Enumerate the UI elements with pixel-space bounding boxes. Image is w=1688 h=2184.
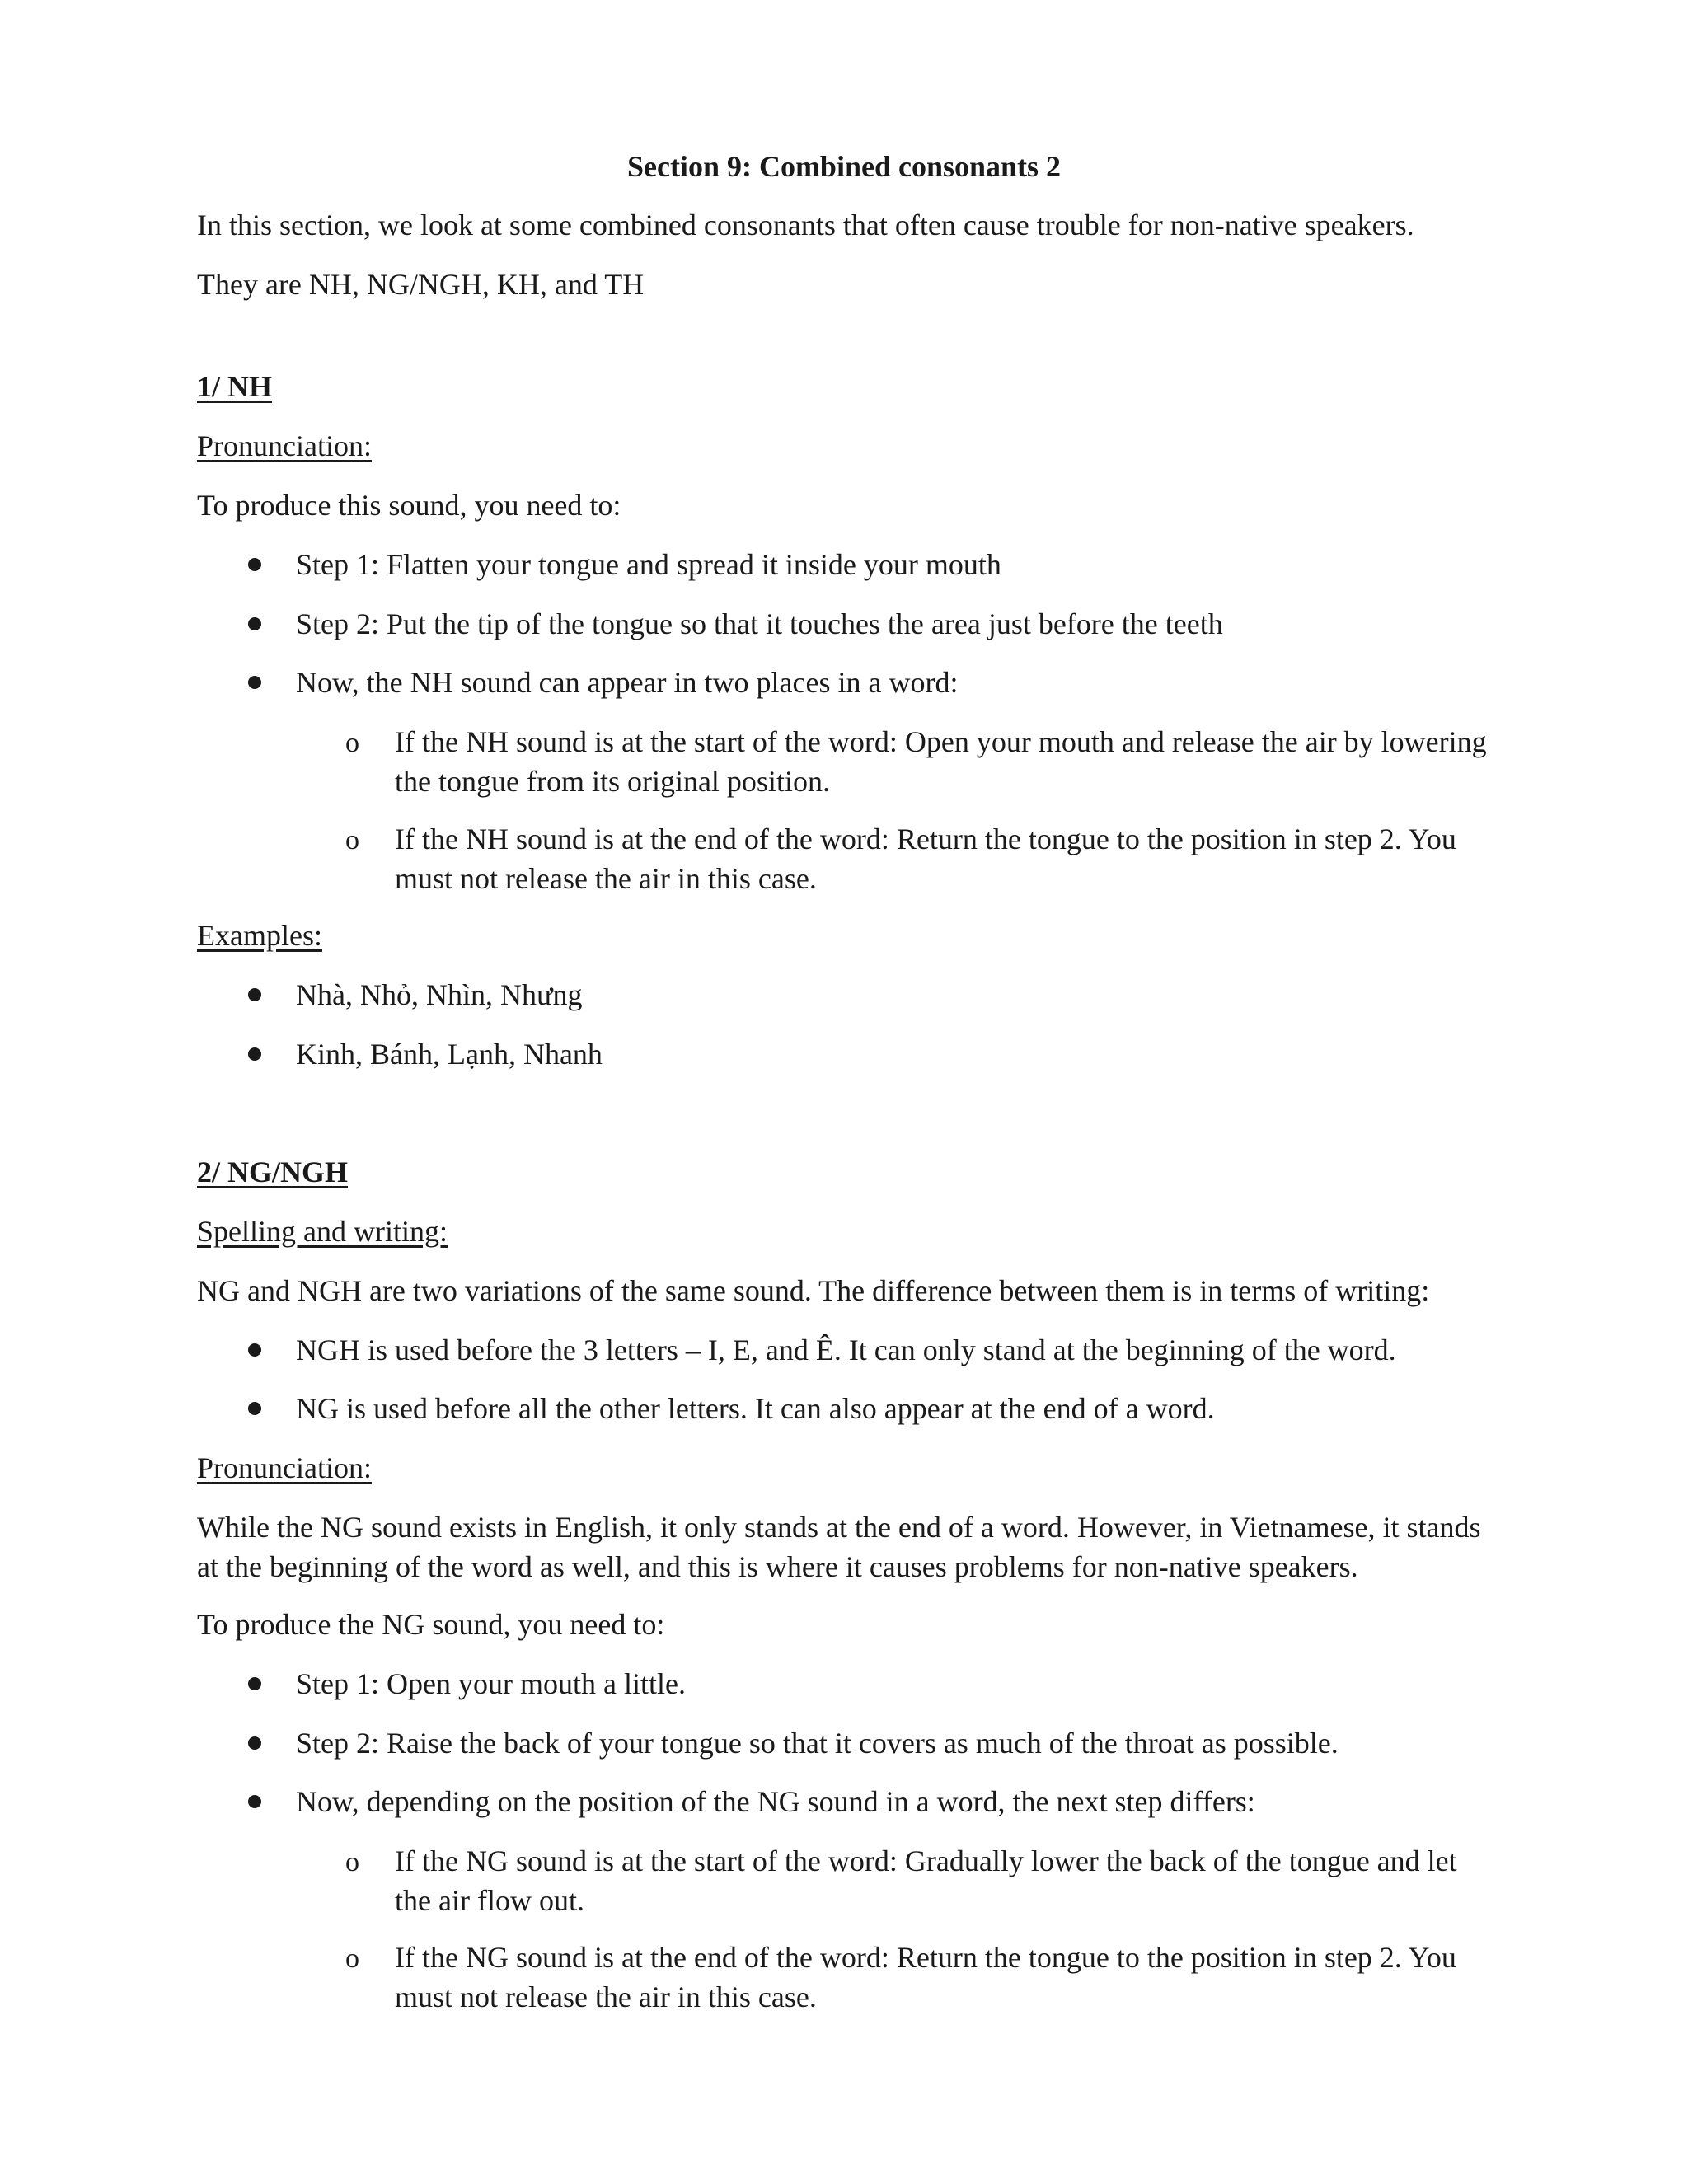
nh-example-2: Kinh, Bánh, Lạnh, Nhanh	[296, 1038, 603, 1071]
bullet-icon	[248, 1343, 261, 1357]
circle-bullet-icon: o	[345, 1943, 359, 1974]
nh-examples-label: Examples:	[197, 919, 322, 952]
ng-spelling-point-1: NGH is used before the 3 letters – I, E, and Ê. It can only stand at the beginning of the word.	[296, 1333, 1396, 1366]
bullet-icon	[248, 617, 261, 630]
ng-sub-step-1: If the NG sound is at the start of the word: Gradually lower the back of the tongue and let the air flow out.	[395, 1844, 1457, 1917]
intro-line-1: In this section, we look at some combined consonants that often cause trouble for non-native speakers.	[197, 209, 1414, 241]
ng-step-1: Step 1: Open your mouth a little.	[296, 1667, 686, 1700]
page-title: Section 9: Combined consonants 2	[626, 150, 1062, 183]
bullet-icon	[248, 676, 261, 689]
ng-pron-paragraph: While the NG sound exists in English, it only stands at the end of a word. However, in Vietnamese, it stands at the beginning of the word as well, and this is where it causes problems for non-native speakers.	[197, 1511, 1481, 1583]
ng-pronunciation-label: Pronunciation:	[197, 1451, 372, 1484]
intro-line-2: They are NH, NG/NGH, KH, and TH	[197, 268, 645, 301]
ng-spelling-lead: NG and NGH are two variations of the same sound. The difference between them is in terms of writing:	[197, 1274, 1430, 1307]
bullet-icon	[248, 1736, 261, 1750]
nh-sub-step-2: If the NH sound is at the end of the word: Return the tongue to the position in step 2. You must not release the air in this case.	[395, 823, 1456, 895]
ng-step-3: Now, depending on the position of the NG sound in a word, the next step differs:	[296, 1785, 1255, 1818]
nh-step-1: Step 1: Flatten your tongue and spread it inside your mouth	[296, 548, 1001, 581]
ng-lead: To produce the NG sound, you need to:	[197, 1608, 665, 1641]
nh-example-1: Nhà, Nhỏ, Nhìn, Nhưng	[296, 978, 583, 1011]
ng-sub-step-2: If the NG sound is at the end of the word: Return the tongue to the position in step 2. You must not release the air in this case.	[395, 1941, 1456, 2013]
section-heading-ng: 2/ NG/NGH	[197, 1155, 349, 1188]
bullet-icon	[248, 1402, 261, 1415]
bullet-icon	[248, 558, 261, 571]
ng-spelling-label: Spelling and writing:	[197, 1215, 448, 1248]
ng-spelling-point-2: NG is used before all the other letters. It can also appear at the end of a word.	[296, 1392, 1215, 1425]
circle-bullet-icon: o	[345, 1847, 359, 1877]
nh-step-2: Step 2: Put the tip of the tongue so that it touches the area just before the teeth	[296, 607, 1223, 640]
nh-lead: To produce this sound, you need to:	[197, 489, 621, 522]
section-heading-nh: 1/ NH	[197, 370, 273, 403]
bullet-icon	[248, 1047, 261, 1061]
nh-sub-step-1: If the NH sound is at the start of the word: Open your mouth and release the air by lowering the tongue from its original position.	[395, 725, 1487, 798]
circle-bullet-icon: o	[345, 728, 359, 758]
bullet-icon	[248, 1677, 261, 1690]
nh-step-3: Now, the NH sound can appear in two places in a word:	[296, 666, 959, 699]
bullet-icon	[248, 988, 261, 1001]
circle-bullet-icon: o	[345, 825, 359, 855]
ng-step-2: Step 2: Raise the back of your tongue so that it covers as much of the throat as possible.	[296, 1727, 1339, 1760]
bullet-icon	[248, 1795, 261, 1808]
nh-pronunciation-label: Pronunciation:	[197, 429, 372, 462]
